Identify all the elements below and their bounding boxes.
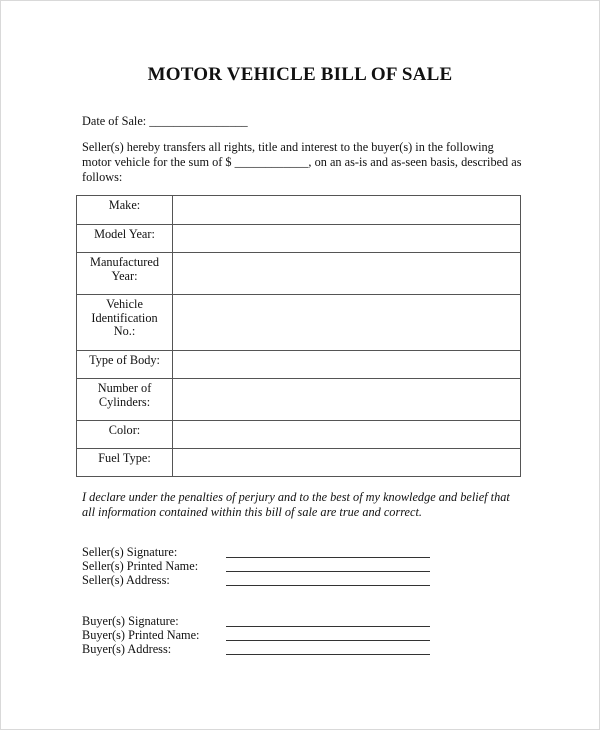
intro-line: follows: [82, 170, 123, 184]
intro-line: Seller(s) hereby transfers all rights, title and interest to the buyer(s) in the following [82, 140, 494, 154]
seller-signature-line[interactable] [226, 557, 430, 558]
table-row [77, 225, 521, 253]
table-row [77, 379, 521, 421]
buyer-printed-name-label: Buyer(s) Printed Name: [82, 628, 200, 642]
table-row [77, 196, 521, 225]
table-row [77, 351, 521, 379]
fuel-type-field[interactable] [173, 449, 521, 477]
model-year-label: Model Year: [77, 225, 173, 253]
cylinders-label: Number of Cylinders: [77, 379, 173, 421]
intro-line: motor vehicle for the sum of $ ____________, on an as-is and as-seen basis, described as [82, 155, 522, 169]
seller-signature-label: Seller(s) Signature: [82, 545, 178, 559]
buyer-signature-line[interactable] [226, 626, 430, 627]
vin-field[interactable] [173, 295, 521, 351]
declaration-line: all information contained within this bill of sale are true and correct. [82, 505, 422, 519]
table-row [77, 295, 521, 351]
table-row [77, 449, 521, 477]
seller-printed-name-label: Seller(s) Printed Name: [82, 559, 199, 573]
vin-label: Vehicle Identification No.: [77, 295, 173, 351]
buyer-signature-label: Buyer(s) Signature: [82, 614, 179, 628]
fuel-type-label: Fuel Type: [77, 449, 173, 477]
color-label: Color: [77, 421, 173, 449]
manufactured-year-field[interactable] [173, 253, 521, 295]
declaration [82, 490, 522, 520]
table-row [77, 421, 521, 449]
vehicle-details-table [76, 195, 521, 477]
document-title: MOTOR VEHICLE BILL OF SALE [147, 64, 453, 85]
model-year-field[interactable] [173, 225, 521, 253]
seller-printed-name-line[interactable] [226, 571, 430, 572]
body-type-label: Type of Body: [77, 351, 173, 379]
table-row [77, 253, 521, 295]
manufactured-year-label: Manufactured Year: [77, 253, 173, 295]
color-field[interactable] [173, 421, 521, 449]
buyer-address-label: Buyer(s) Address: [82, 642, 172, 656]
date-of-sale[interactable]: Date of Sale: ________________ [82, 114, 248, 128]
declaration-line: I declare under the penalties of perjury and to the best of my knowledge and belief that [82, 490, 510, 504]
make-field[interactable] [173, 196, 521, 225]
buyer-address-line[interactable] [226, 654, 430, 655]
body-type-field[interactable] [173, 351, 521, 379]
make-label: Make: [77, 196, 173, 225]
seller-address-label: Seller(s) Address: [82, 573, 170, 587]
cylinders-field[interactable] [173, 379, 521, 421]
intro-paragraph [82, 140, 522, 185]
buyer-printed-name-line[interactable] [226, 640, 430, 641]
seller-address-line[interactable] [226, 585, 430, 586]
